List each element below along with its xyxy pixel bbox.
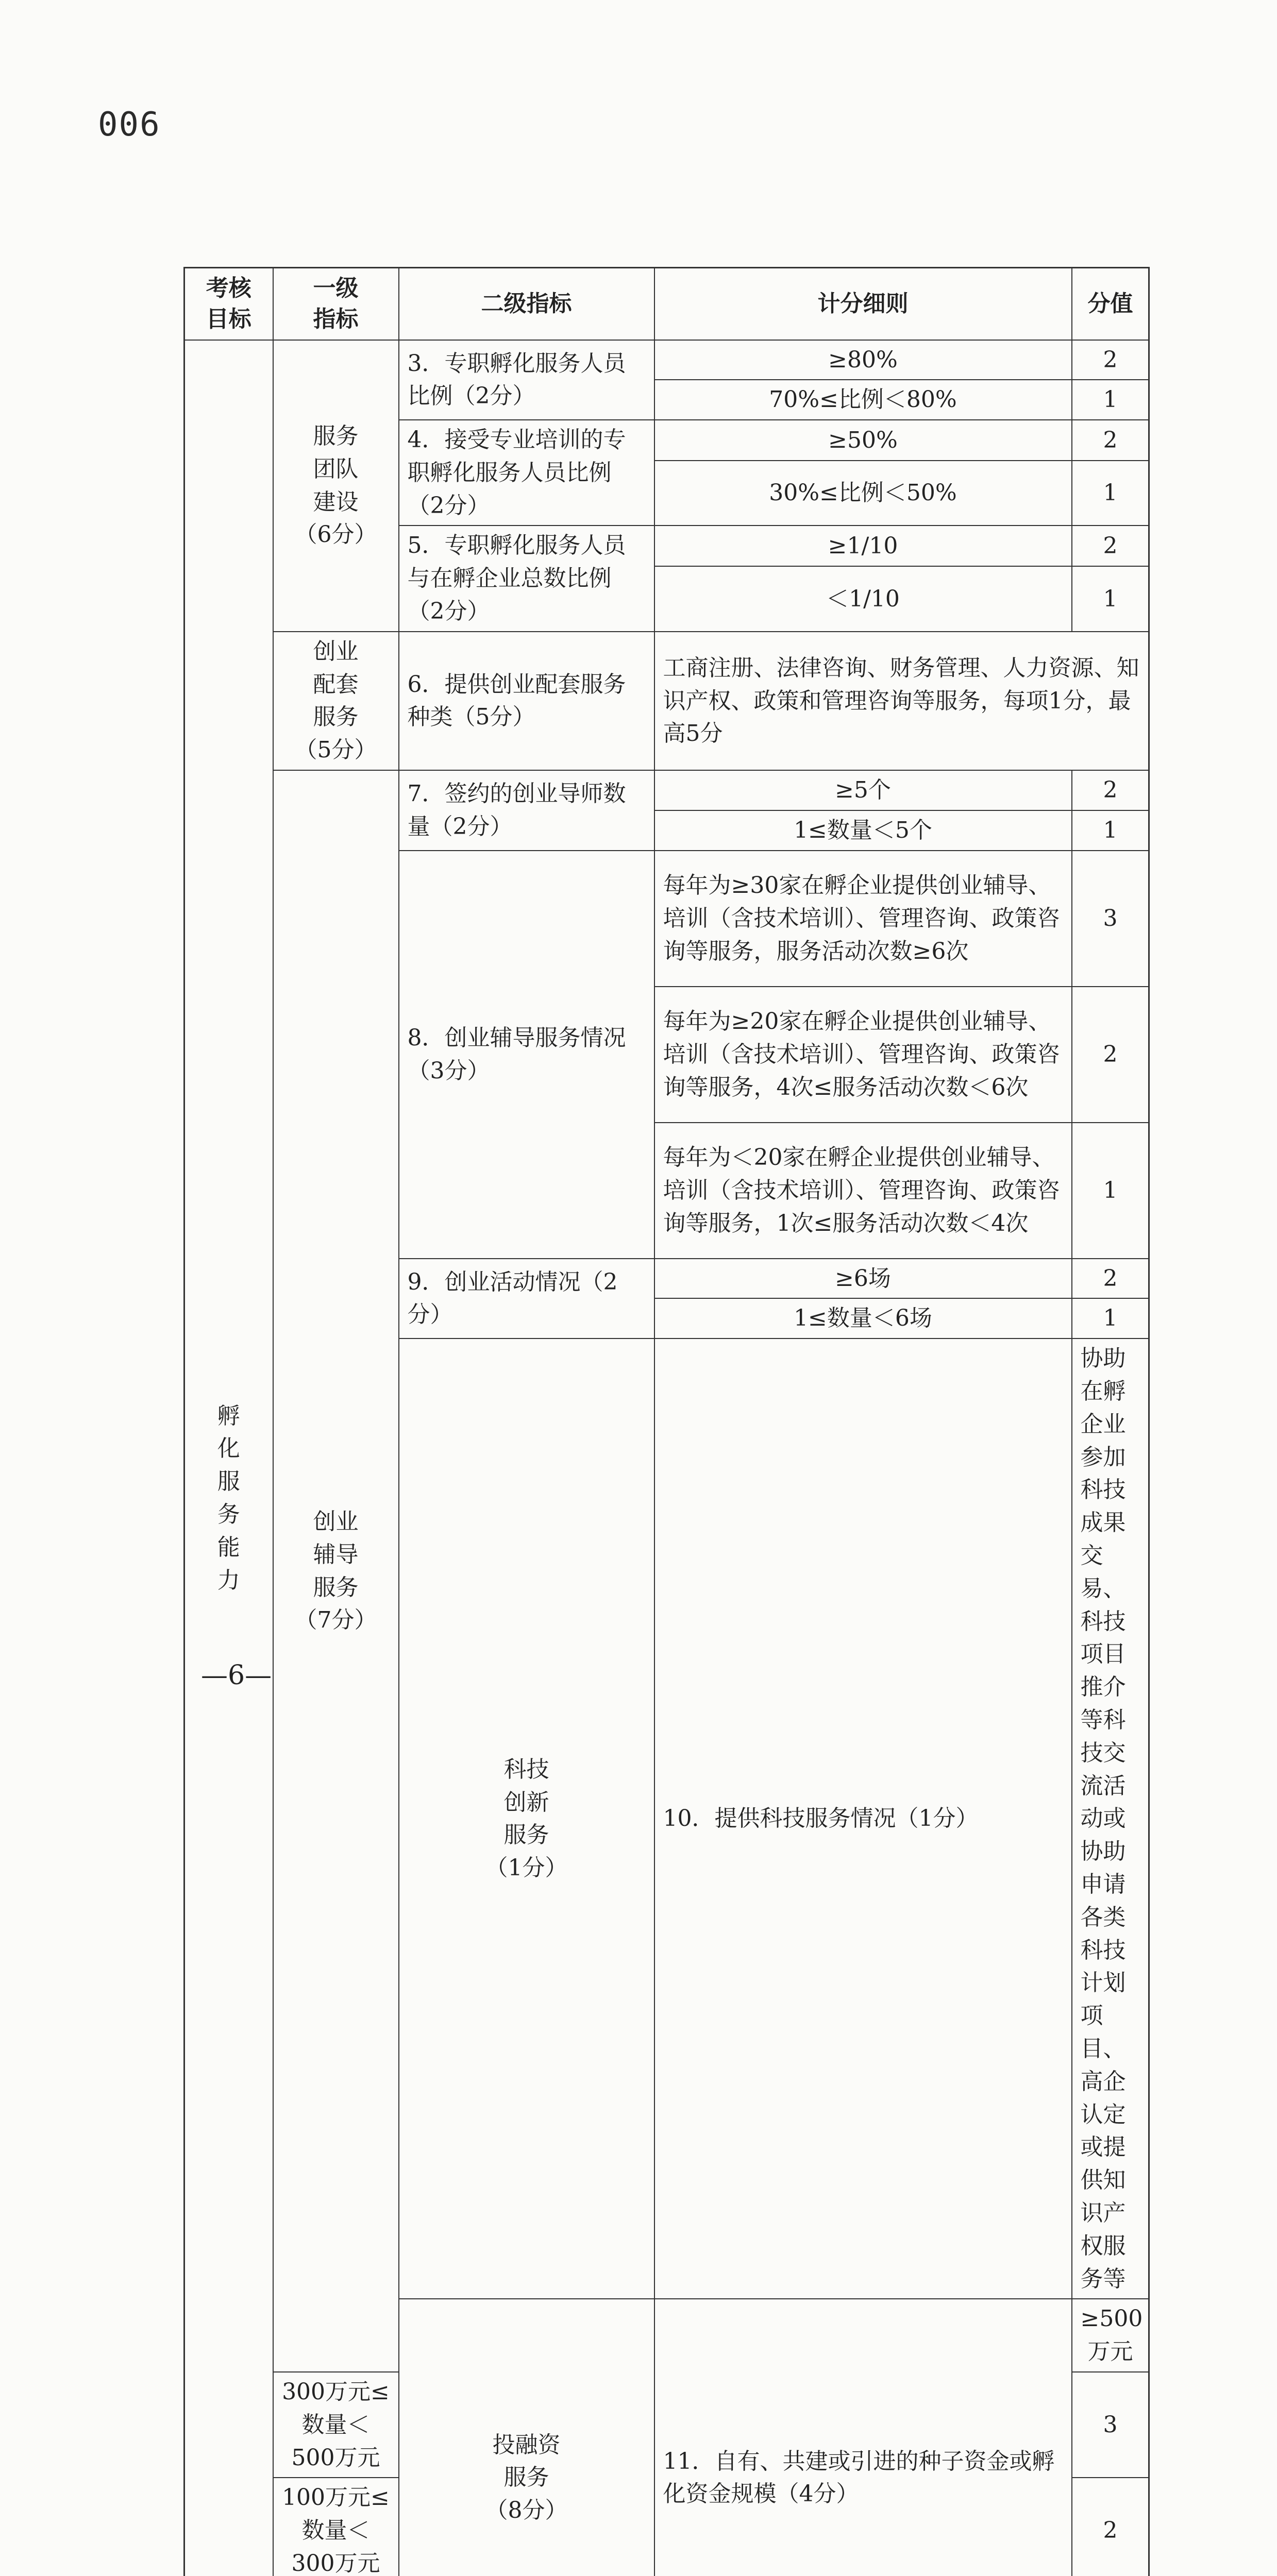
rule-cell: ≥500万元 [1072,2299,1149,2372]
page-stamp: 006 [98,106,161,144]
rule-cell: 每年为≥20家在孵企业提供创业辅导、培训（含技术培训）、管理咨询、政策咨询等服务，4次≤服务活动次数＜6次 [654,987,1072,1123]
goal-cell: 孵 化 服 务 能 力 [184,340,273,2576]
rule-cell: 协助在孵企业参加科技成果交易、科技项目推介等科技交流活动或协助申请各类科技计划项目、高企认定或提供知识产权服务等 [1072,1338,1149,2299]
score-cell: 2 [1072,340,1149,380]
rule-cell: ≥50% [654,420,1072,461]
table-row [184,770,1149,810]
header-level2: 二级指标 [399,268,654,340]
indicator-5: 5．专职孵化服务人员与在孵企业总数比例（2分） [399,526,654,631]
category-team: 服务 团队 建设 （6分） [273,340,399,632]
score-cell: 3 [1072,851,1149,987]
rule-cell: 30%≤比例＜50% [654,461,1072,526]
rule-cell: 每年为≥30家在孵企业提供创业辅导、培训（含技术培训）、管理咨询、政策咨询等服务，服务活动次数≥6次 [654,851,1072,987]
header-score: 分值 [1072,268,1149,340]
table-header-row [184,268,1149,340]
rule-cell: 70%≤比例＜80% [654,380,1072,420]
indicator-3: 3．专职孵化服务人员比例（2分） [399,340,654,420]
header-goal: 考核 目标 [184,268,273,340]
indicator-4: 4．接受专业培训的专职孵化服务人员比例（2分） [399,420,654,526]
score-cell: 2 [1072,420,1149,461]
score-cell: 1 [1072,1298,1149,1338]
indicator-8: 8．创业辅导服务情况（3分） [399,851,654,1259]
category-finance: 投融资 服务 （8分） [399,2299,654,2576]
score-cell: 2 [1072,1259,1149,1299]
page-number: —6— [201,1660,272,1691]
rule-cell: 1≤数量＜5个 [654,810,1072,851]
category-support: 创业 配套 服务 （5分） [273,632,399,770]
indicator-7: 7．签约的创业导师数量（2分） [399,770,654,851]
rule-cell: ＜1/10 [654,566,1072,632]
rule-cell: 100万元≤数量＜300万元 [273,2478,399,2576]
score-cell: 2 [1072,987,1149,1123]
indicator-10: 10．提供科技服务情况（1分） [654,1338,1072,2299]
table-row [184,340,1149,380]
rule-cell: 300万元≤数量＜500万元 [273,2372,399,2478]
rule-cell: 1≤数量＜6场 [654,1298,1072,1338]
header-level1: 一级 指标 [273,268,399,340]
table-row [184,632,1149,770]
score-cell: 3 [1072,2372,1149,2478]
rule-cell: ≥1/10 [654,526,1072,566]
score-cell: 1 [1072,380,1149,420]
category-tech: 科技 创新 服务 （1分） [399,1338,654,2299]
assessment-table [183,267,1150,2576]
rule-cell: ≥5个 [654,770,1072,810]
score-cell: 1 [1072,1123,1149,1259]
header-rules: 计分细则 [654,268,1072,340]
rule-cell: 每年为＜20家在孵企业提供创业辅导、培训（含技术培训）、管理咨询、政策咨询等服务，1次≤服务活动次数＜4次 [654,1123,1072,1259]
score-cell: 1 [1072,810,1149,851]
indicator-11: 11．自有、共建或引进的种子资金或孵化资金规模（4分） [654,2299,1072,2576]
score-cell: 2 [1072,2478,1149,2576]
indicator-9: 9．创业活动情况（2分） [399,1259,654,1339]
rule-cell: ≥6场 [654,1259,1072,1299]
score-cell: 1 [1072,461,1149,526]
score-cell: 1 [1072,566,1149,632]
rule-cell: ≥80% [654,340,1072,380]
indicator-6: 6．提供创业配套服务种类（5分） [399,632,654,770]
score-cell: 2 [1072,526,1149,566]
category-mentoring: 创业 辅导 服务 （7分） [273,770,399,2372]
rule-cell: 工商注册、法律咨询、财务管理、人力资源、知识产权、政策和管理咨询等服务，每项1分，最高5分 [654,632,1149,770]
score-cell: 2 [1072,770,1149,810]
